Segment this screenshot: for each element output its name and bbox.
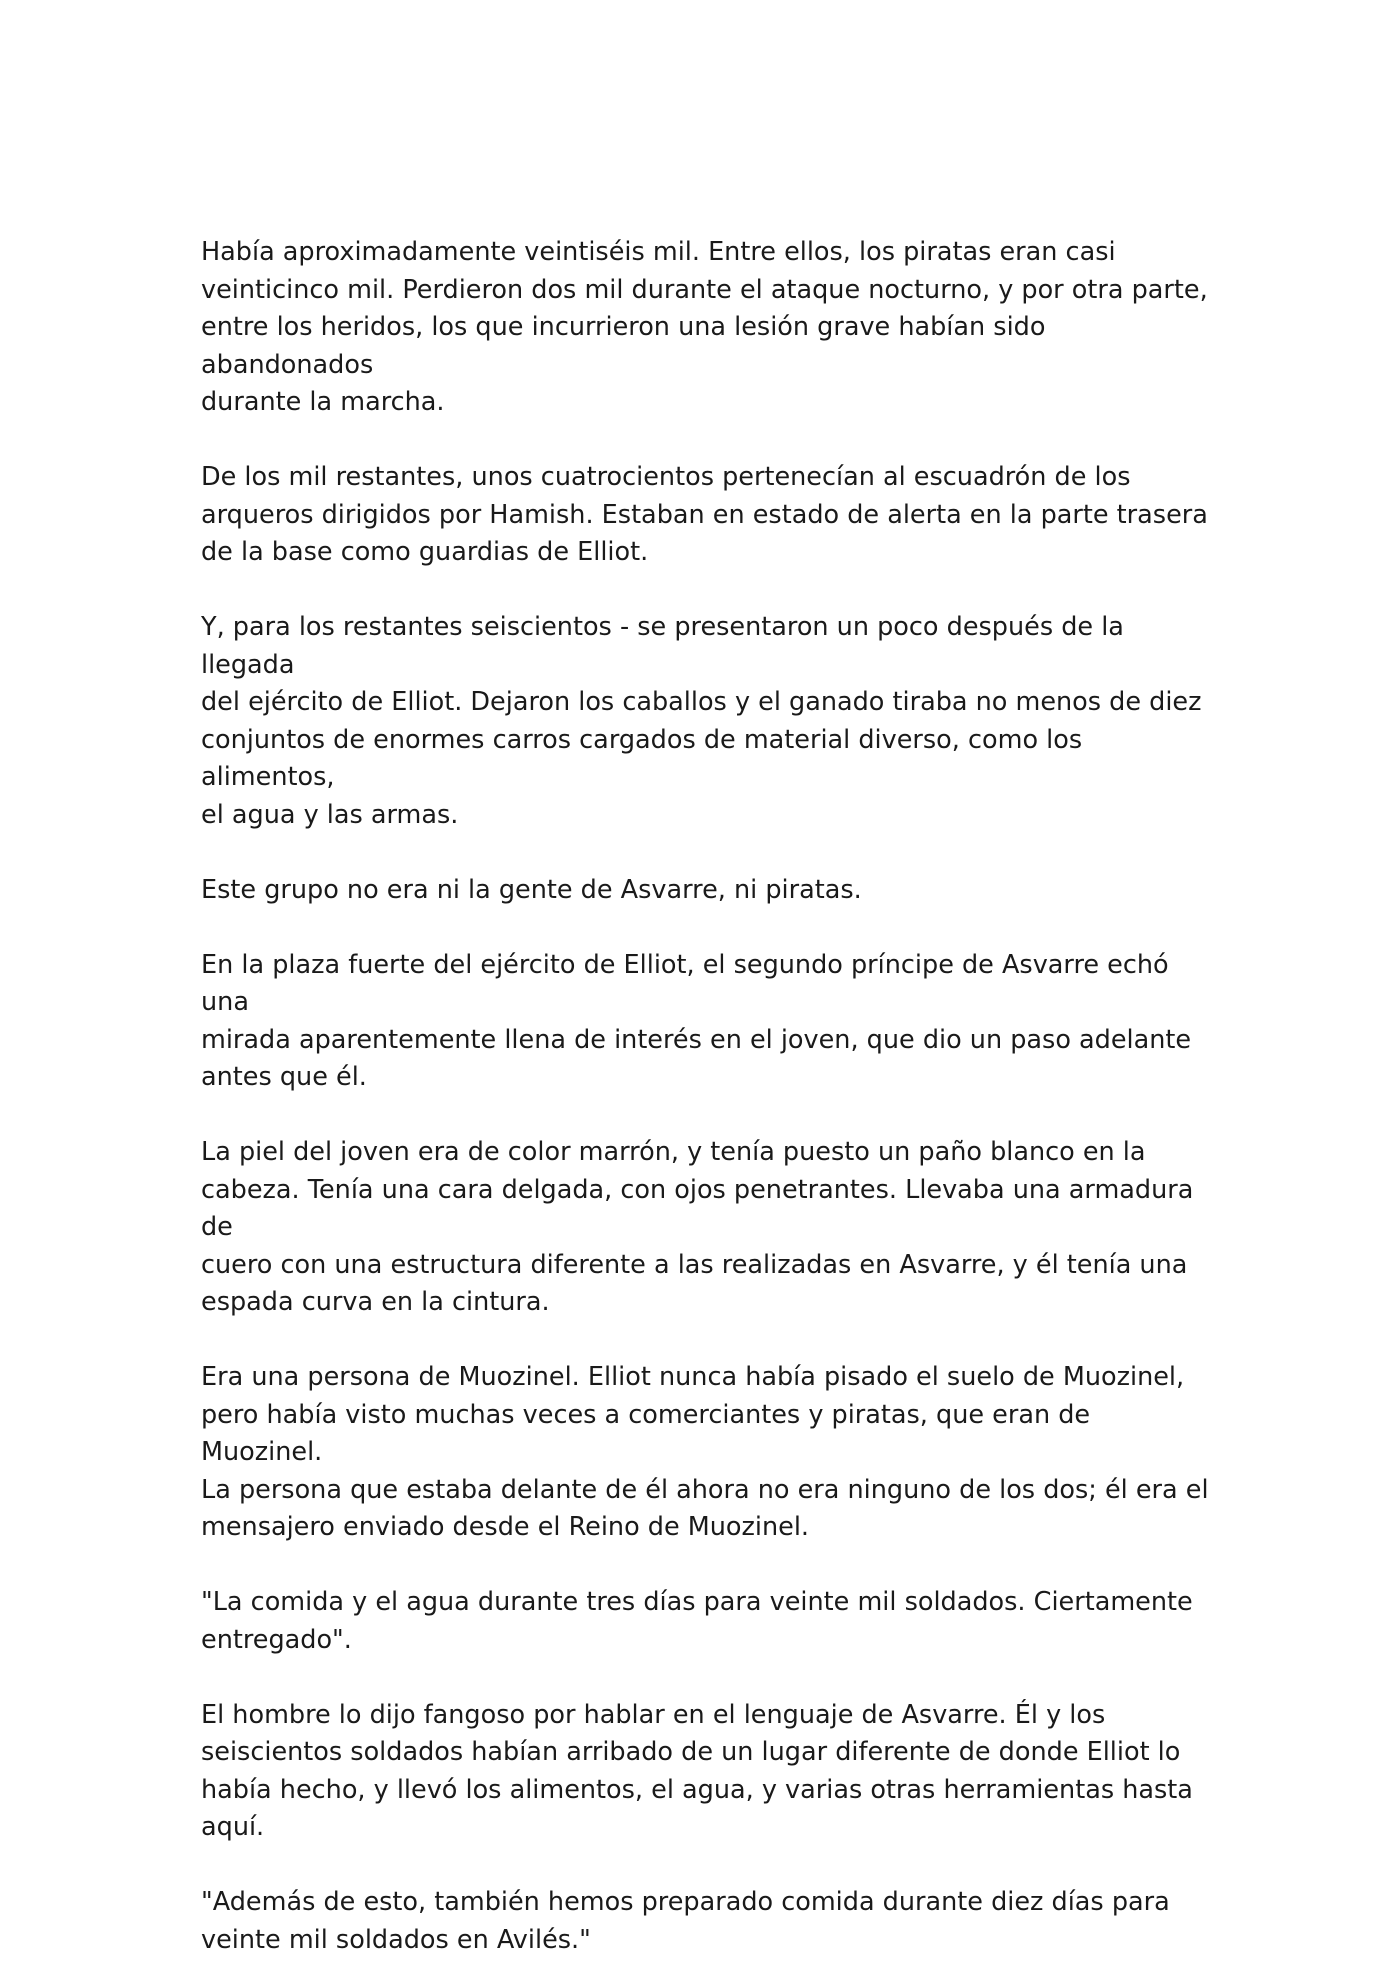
paragraph-10: "Además de esto, también hemos preparado comida durante diez días para veinte mil soldados en Avilés." [201,1887,1170,1955]
document-body [201,234,1211,1959]
paragraph-6: La piel del joven era de color marrón, y tenía puesto un paño blanco en la cabeza. Tenía una cara delgada, con ojos penetrantes. Llevaba una armadura de cuero con una estructura diferente a las realizadas en Asvarre, y él tenía una espada curva en la cintura. [201,1137,1194,1317]
paragraph-9: El hombre lo dijo fangoso por hablar en el lenguaje de Asvarre. Él y los seiscientos soldados habían arribado de un lugar diferente de donde Elliot lo había hecho, y llevó los alimentos, el agua, y varias otras herramientas hasta aquí. [201,1699,1193,1842]
paragraph-4: Este grupo no era ni la gente de Asvarre, ni piratas. [201,874,862,905]
paragraph-2: De los mil restantes, unos cuatrocientos pertenecían al escuadrón de los arqueros dirigidos por Hamish. Estaban en estado de alerta en la parte trasera de la base como guardias de Elliot. [201,462,1208,567]
paragraph-1: Había aproximadamente veintiséis mil. Entre ellos, los piratas eran casi veinticinco mil. Perdieron dos mil durante el ataque nocturno, y por otra parte, entre los heridos, los que incurrieron una lesión grave habían sido abandonados durante la marcha. [201,237,1208,417]
paragraph-7: Era una persona de Muozinel. Elliot nunca había pisado el suelo de Muozinel, pero había visto muchas veces a comerciantes y piratas, que eran de Muozinel. La persona que estaba delante de él ahora no era ninguno de los dos; él era el mensajero enviado desde el Reino de Muozinel. [201,1362,1209,1542]
paragraph-8: "La comida y el agua durante tres días para veinte mil soldados. Ciertamente entregado". [201,1587,1193,1655]
paragraph-5: En la plaza fuerte del ejército de Elliot, el segundo príncipe de Asvarre echó una mirada aparentemente llena de interés en el joven, que dio un paso adelante antes que él. [201,949,1192,1092]
paragraph-3: Y, para los restantes seiscientos - se presentaron un poco después de la llegada del ejército de Elliot. Dejaron los caballos y el ganado tiraba no menos de diez conjuntos de enormes carros cargados de material diverso, como los alimentos, el agua y las armas. [201,612,1202,830]
